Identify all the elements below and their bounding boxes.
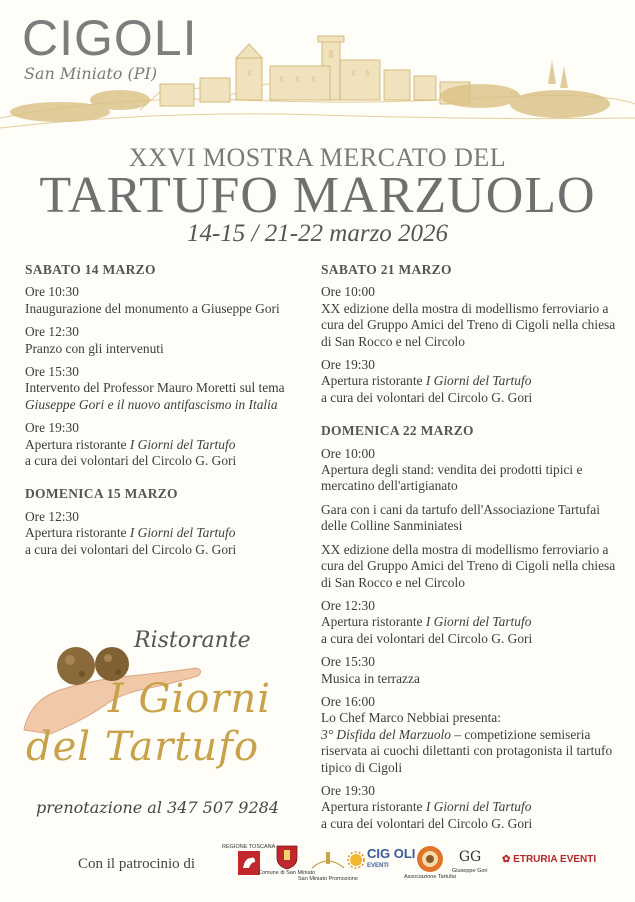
brand-line2: del Tartufo bbox=[26, 724, 260, 770]
regione-toscana-logo: REGIONE TOSCANA bbox=[222, 844, 275, 876]
town-subtitle: San Miniato (PI) bbox=[24, 64, 158, 83]
item-text: Pranzo con gli intervenuti bbox=[25, 340, 164, 356]
program-item bbox=[321, 542, 621, 591]
item-text-italic: Giuseppe Gori e il nuovo antifascismo in Italia bbox=[25, 396, 278, 412]
item-text: XX edizione della mostra di modellismo ferroviario a cura del Gruppo Amici del Treno di Cigoli nella chiesa di San Rocco e nel Circolo bbox=[321, 300, 616, 349]
item-text: XX edizione della mostra di modellismo ferroviario a cura del Gruppo Amici del Treno di Cigoli nella chiesa di San Rocco e nel Circolo bbox=[321, 541, 616, 590]
item-text: Inaugurazione del monumento a Giuseppe Gori bbox=[25, 300, 280, 316]
program-item bbox=[321, 654, 621, 687]
item-time: Ore 19:30 bbox=[321, 782, 375, 798]
item-text-italic: I Giorni del Tartufo bbox=[129, 525, 236, 541]
event-dates: 14-15 / 21-22 marzo 2026 bbox=[186, 220, 449, 247]
item-time: Ore 12:30 bbox=[25, 508, 79, 524]
item-time: Ore 12:30 bbox=[25, 324, 79, 340]
truffle-round-icon bbox=[415, 844, 445, 874]
day-heading: SABATO 14 MARZO bbox=[25, 262, 156, 277]
item-time: Ore 15:30 bbox=[321, 654, 375, 670]
circolo-gori-logo: GG Giuseppe Gori bbox=[452, 844, 487, 874]
flower-icon: ✿ bbox=[502, 854, 511, 865]
event-title-line2: TARTUFO MARZUOLO bbox=[39, 167, 596, 224]
item-text-italic: 3° Disfida del Marzuolo bbox=[321, 726, 451, 742]
item-text-italic: I Giorni del Tartufo bbox=[425, 799, 532, 815]
item-text: a cura dei volontari del Circolo G. Gori bbox=[321, 630, 533, 646]
item-text: Apertura ristorante bbox=[321, 799, 426, 815]
item-text-italic: I Giorni del Tartufo bbox=[425, 614, 532, 630]
etruria-eventi-logo: ✿ ETRURIA EVENTI bbox=[502, 854, 597, 865]
item-text: Intervento del Professor Mauro Moretti sul tema bbox=[25, 380, 285, 396]
item-time: Ore 12:30 bbox=[321, 597, 375, 613]
item-time: Ore 10:00 bbox=[321, 445, 375, 461]
day-heading: SABATO 21 MARZO bbox=[321, 262, 452, 277]
program-item bbox=[25, 420, 320, 469]
event-title-line1: XXVI MOSTRA MERCATO DEL bbox=[128, 143, 507, 172]
program-right-column bbox=[321, 262, 621, 839]
header bbox=[0, 0, 635, 250]
item-text: a cura dei volontari del Circolo G. Gori bbox=[321, 389, 533, 405]
program-item bbox=[321, 694, 621, 776]
program-item bbox=[25, 284, 320, 317]
patronage-label: Con il patrocinio di bbox=[78, 856, 196, 872]
item-text: a cura dei volontari del Circolo G. Gori bbox=[321, 815, 533, 831]
program-item bbox=[321, 446, 621, 495]
crest-icon bbox=[275, 844, 299, 870]
item-text: Gara con i cani da tartufo dell'Associazione Tartufai delle Colline Sanminiatesi bbox=[321, 501, 600, 534]
san-miniato-promozione-logo: San Miniato Promozione bbox=[298, 846, 358, 882]
item-text: Apertura ristorante bbox=[321, 614, 426, 630]
ristorante-label: Ristorante bbox=[134, 628, 251, 653]
item-time: Ore 15:30 bbox=[25, 364, 79, 380]
item-text: Apertura degli stand: vendita dei prodotti tipici e mercatino dell'artigianato bbox=[321, 462, 583, 494]
town-name: CIGOLI bbox=[22, 10, 198, 66]
item-text: a cura dei volontari del Circolo G. Gori bbox=[25, 541, 237, 557]
item-time: Ore 10:00 bbox=[321, 284, 375, 300]
item-text: Apertura ristorante bbox=[25, 525, 130, 541]
program-item bbox=[321, 284, 621, 350]
item-text: – competizione semiseria riservata ai cuochi dilettanti con protagonista il tartufo tipico di Cigoli bbox=[321, 726, 613, 775]
gg-monogram-icon bbox=[458, 844, 482, 868]
item-text-italic: I Giorni del Tartufo bbox=[129, 436, 236, 452]
item-text: Apertura ristorante bbox=[321, 373, 426, 389]
restaurant-promo bbox=[20, 620, 310, 830]
tartufai-association-logo: Associazione Tartufai bbox=[404, 844, 456, 880]
item-text: Apertura ristorante bbox=[25, 436, 130, 452]
item-time: Ore 16:00 bbox=[321, 693, 375, 709]
program-item bbox=[25, 509, 320, 558]
brand-line1: I Giorni bbox=[108, 676, 272, 722]
item-text: Lo Chef Marco Nebbiai presenta: bbox=[321, 710, 501, 726]
program-item bbox=[321, 783, 621, 832]
item-time: Ore 10:30 bbox=[25, 284, 79, 300]
item-time: Ore 19:30 bbox=[25, 420, 79, 436]
program-item bbox=[25, 324, 320, 357]
program-left-column bbox=[25, 262, 320, 565]
item-text: a cura dei volontari del Circolo G. Gori bbox=[25, 453, 237, 469]
item-text-italic: I Giorni del Tartufo bbox=[425, 373, 532, 389]
day-heading: DOMENICA 22 MARZO bbox=[321, 423, 474, 439]
program-item bbox=[321, 357, 621, 406]
item-text: Musica in terrazza bbox=[321, 670, 420, 686]
svg-text:GG: GG bbox=[458, 849, 481, 865]
item-time: Ore 19:30 bbox=[321, 357, 375, 373]
program-item bbox=[25, 364, 320, 413]
comune-san-miniato-logo: Comune di San Miniato bbox=[258, 844, 315, 876]
booking-phone: prenotazione al 347 507 9284 bbox=[36, 798, 280, 817]
cigoli-eventi-logo: CIG OLI EVENTI bbox=[347, 848, 415, 872]
program-item bbox=[321, 598, 621, 647]
sponsors-footer bbox=[0, 838, 635, 894]
san-miniato-promozione-icon bbox=[310, 846, 346, 876]
sun-icon bbox=[347, 851, 365, 869]
day-heading: DOMENICA 15 MARZO bbox=[25, 486, 178, 502]
program-item bbox=[321, 502, 621, 535]
